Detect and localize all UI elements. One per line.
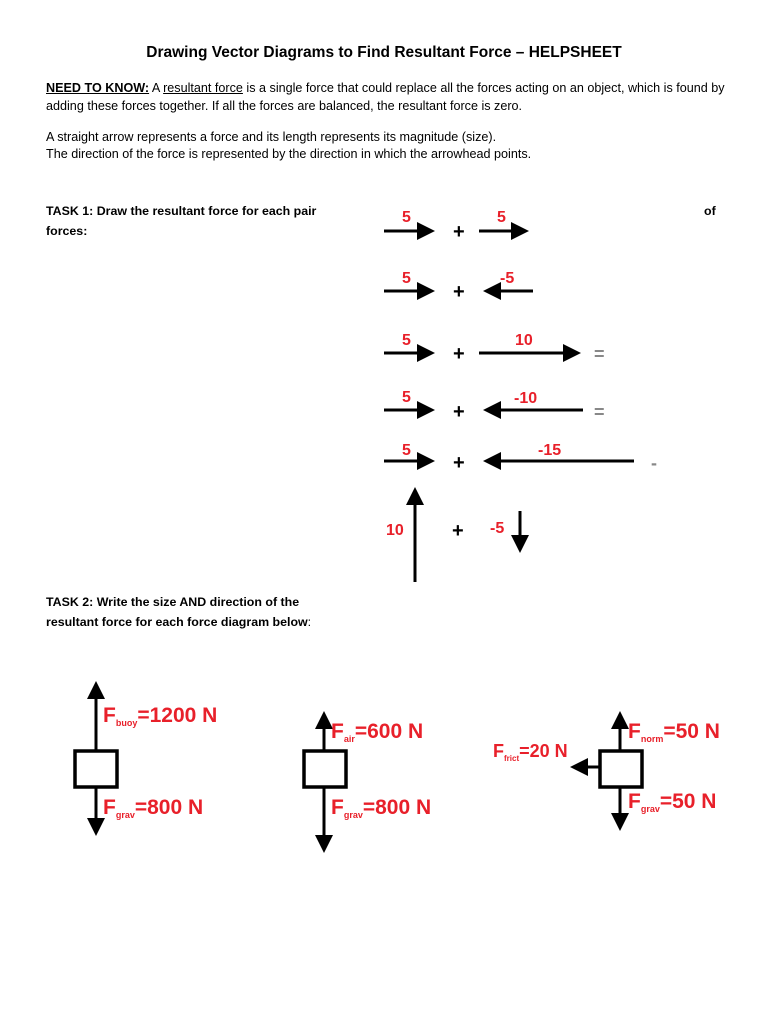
row3-equals: = (594, 344, 605, 364)
side-force-label: $F_{frict}=20$ N (493, 741, 568, 763)
row1-a-label: 5 (402, 209, 411, 226)
intro-pre: A (149, 81, 164, 95)
vertical-a-label: 10 (386, 522, 404, 539)
row5-a-label: 5 (402, 442, 411, 459)
task1-label-cont: forces: (46, 224, 88, 238)
force-diagram-3 (493, 714, 720, 828)
row1-b-label: 5 (497, 209, 506, 226)
vertical-plus: + (452, 520, 464, 542)
row2-a-label: 5 (402, 270, 411, 287)
task2-colon: : (307, 615, 312, 629)
row2-b-label: -5 (500, 270, 515, 287)
bottom-force-label: Fgrav=800 N (331, 796, 432, 820)
task2-label-line1: TASK 2: Write the size AND direction of the (46, 595, 300, 609)
row3-a-label: 5 (402, 332, 411, 349)
arrow-direction-note: The direction of the force is represented by the direction in which the arrowhead points. (46, 147, 532, 161)
row2-plus: + (453, 281, 465, 303)
need-to-know-label: NEED TO KNOW: (46, 81, 150, 95)
row4-a-label: 5 (402, 389, 411, 406)
resultant-force-term: resultant force (163, 81, 243, 95)
intro-post: is a single force that could replace all the forces acting on an object, which is found by adding these forces together. If all the forces are balanced, the resultant force is zero. (46, 81, 725, 113)
task1-label: TASK 1: Draw the resultant force for each pair (46, 204, 317, 218)
bottom-force-label: Fgrav=800 N (103, 796, 204, 820)
top-force-label: Fnorm=50 N (628, 720, 720, 744)
task1-of: of (704, 204, 716, 218)
top-force-label: Fair=600 N (331, 720, 424, 744)
object-box (75, 751, 117, 787)
row5-dash: - (651, 453, 657, 473)
vertical-b-label: -5 (490, 520, 505, 537)
row4-plus: + (453, 401, 465, 423)
bottom-force-label: Fgrav=50 N (628, 790, 717, 814)
row5-b-label: -15 (538, 442, 562, 459)
object-box (600, 751, 642, 787)
arrow-length-note: A straight arrow represents a force and its length represents its magnitude (size). (46, 130, 497, 144)
top-force-label: Fbuoy=1200 N (103, 704, 218, 728)
object-box (304, 751, 346, 787)
row4-equals: = (594, 402, 605, 422)
row4-b-label: -10 (514, 390, 538, 407)
row3-plus: + (453, 343, 465, 365)
row1-plus: + (453, 221, 465, 243)
row3-b-label: 10 (515, 332, 533, 349)
row5-plus: + (453, 452, 465, 474)
task2-label-text: resultant force for each force diagram below (46, 615, 308, 629)
page-title: Drawing Vector Diagrams to Find Resultant Force – HELPSHEET (146, 44, 622, 61)
force-diagram-1 (75, 684, 217, 833)
force-diagram-2 (304, 714, 431, 850)
